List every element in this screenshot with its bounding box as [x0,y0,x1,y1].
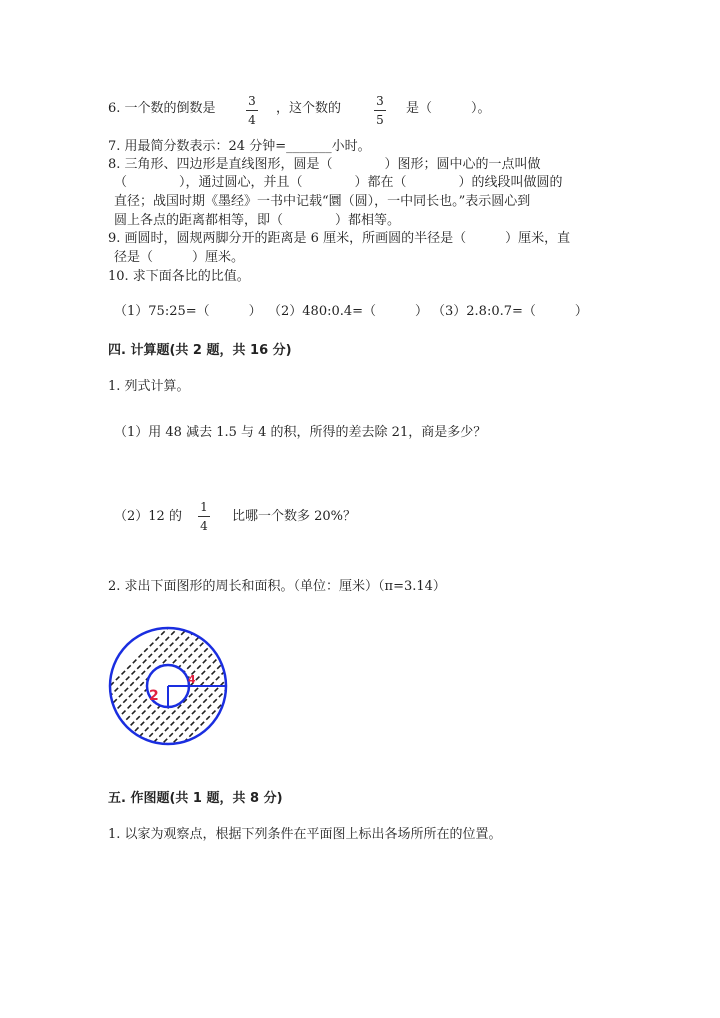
q10-part-1: （1）75:25=（ ） [114,304,262,319]
s4-q1-text: 1. 列式计算。 [108,379,190,394]
q7-text: 7. 用最简分数表示：24 分钟=_______小时。 [108,139,371,154]
fraction-denominator: 4 [200,519,208,533]
q6-fraction-1 [244,94,260,127]
s4-q2-text: 2. 求出下面图形的周长和面积。（单位：厘米）（π=3.14） [108,579,446,594]
fraction-numerator: 1 [200,500,208,514]
q10-text: 10. 求下面各比的比值。 [108,269,250,284]
q9-line-1: 9. 画圆时，圆规两脚分开的距离是 6 厘米，所画圆的半径是（ ）厘米，直 [108,231,571,246]
q10-part-3: （3）2.8:0.7=（ ） [432,304,588,319]
q10-part-2: （2）480:0.4=（ ） [268,304,429,319]
q6-fraction-2 [372,94,388,127]
q8-line-4: 圆上各点的距离都相等，即（ ）都相等。 [114,213,401,228]
q8-line-2: （ ），通过圆心，并且（ ）都在（ ）的线段叫做圆的 [114,175,563,190]
q8-line-1: 8. 三角形、四边形是直线图形，圆是（ ）图形；圆中心的一点叫做 [108,157,541,172]
q6-text-a: 6. 一个数的倒数是 [108,101,216,116]
annulus-figure [108,624,232,748]
q6-text-c: 是（ ）。 [406,101,491,116]
s4-q1-part-2-a: （2）12 的 [114,509,182,524]
section-4-title: 四. 计算题(共 2 题，共 16 分) [108,343,292,358]
q8-line-3: 直径；战国时期《墨经》一书中记载“圜（圆），一中同长也。”表示圆心到 [114,194,531,209]
q6-text-b: ，这个数的 [276,101,342,116]
outer-radius-label: 4 [188,673,196,686]
s4-q1-fraction [196,500,212,533]
s4-q1-part-1: （1）用 48 减去 1.5 与 4 的积，所得的差去除 21，商是多少？ [114,425,487,440]
fraction-denominator: 5 [376,113,384,127]
fraction-denominator: 4 [248,113,256,127]
fraction-numerator: 3 [376,94,384,108]
s5-q1-text: 1. 以家为观察点，根据下列条件在平面图上标出各场所所在的位置。 [108,827,502,842]
inner-radius-label: 2 [149,688,159,704]
fraction-numerator: 3 [248,94,256,108]
s4-q1-part-2-b: 比哪一个数多 20%？ [232,509,357,524]
section-5-title: 五. 作图题(共 1 题，共 8 分) [108,791,283,806]
q9-line-2: 径是（ ）厘米。 [114,250,245,265]
